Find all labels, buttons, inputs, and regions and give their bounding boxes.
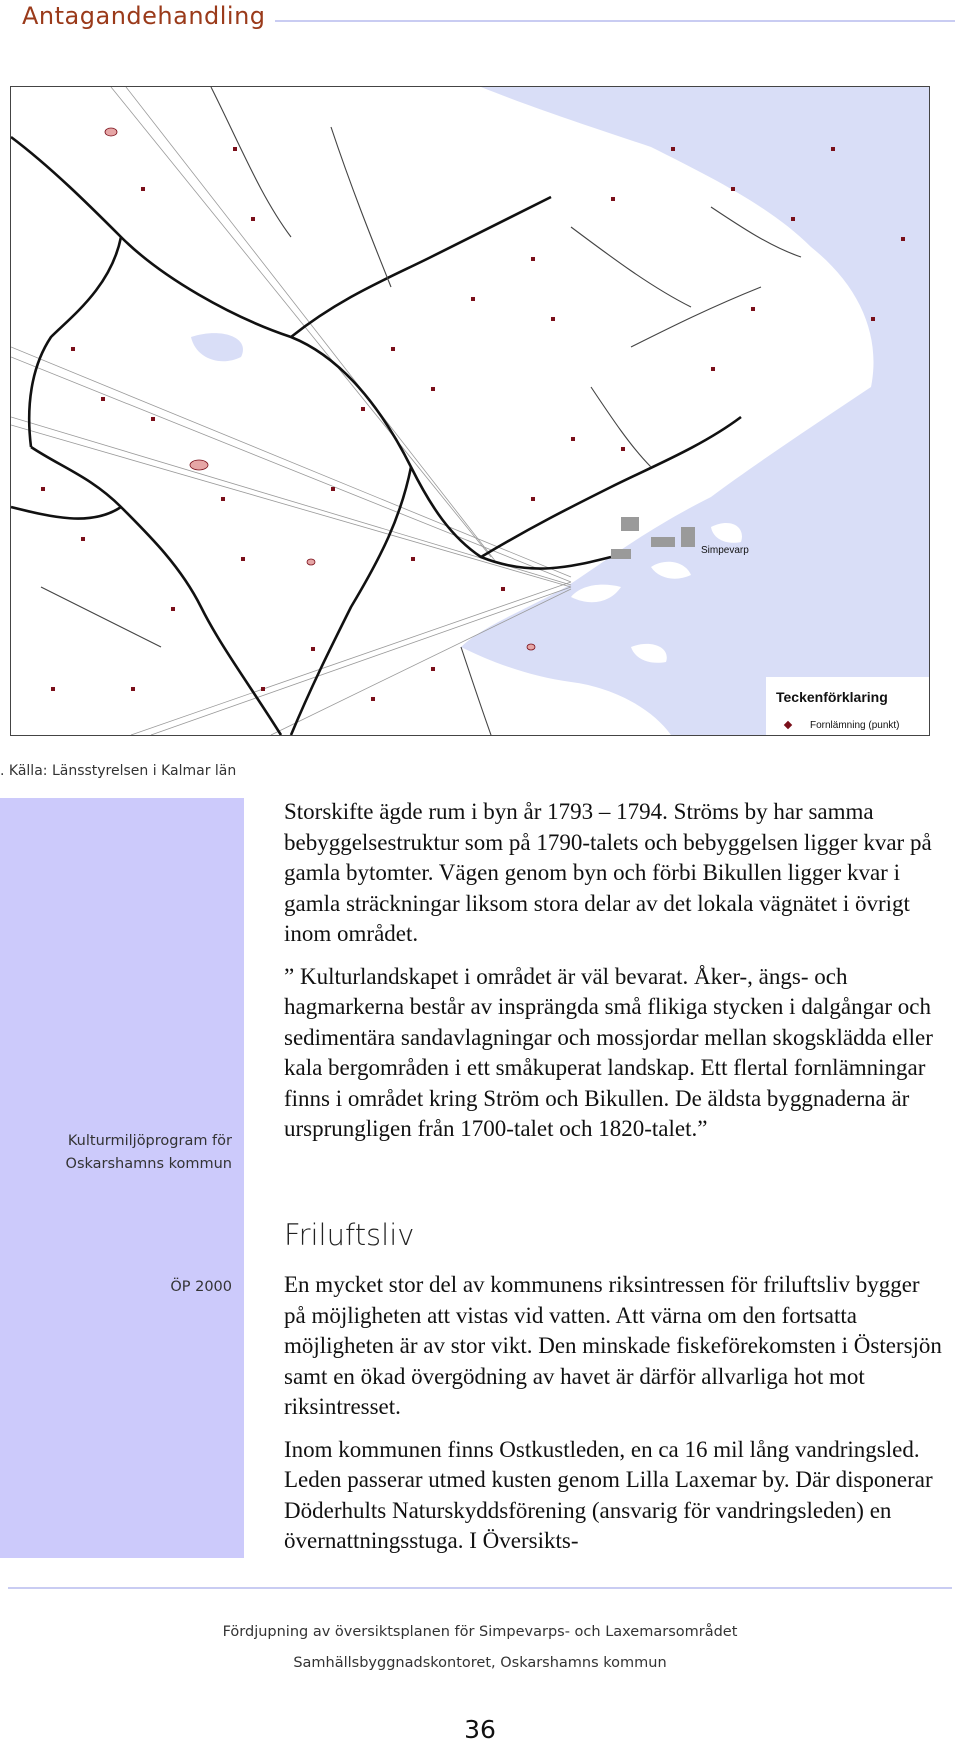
paragraph: Inom kommunen finns Ostkustleden, en ca 16 mil lång vandringsled. Leden passerar utmed kusten genom Lilla Laxemar by. Där disponerar Döderhults Naturskyddsförening (ansvarig för vandringsleden) en övernattningsstuga. I Översikts- [284,1436,933,1553]
page-header-title: Antagandehandling [22,2,266,30]
map-figure [10,86,930,736]
legend-title: Teckenförklaring [776,689,888,705]
paragraph: En mycket stor del av kommunens riksintressen för friluftsliv bygger på möjligheten att vistas vid vatten. Att värna om den fortsatta möjligheten är av stor vikt. Den minskade fiskeförekomsten i Östersjön samt en ökad övergödning av havet är därför allvarliga hot mot riksintresset. [284,1272,942,1419]
sidebar-reference-label: Kulturmiljöprogram för Oskarshamns kommun [65,1133,232,1172]
page-number: 36 [464,1715,496,1744]
sea-area [461,87,929,735]
footer-office: Samhällsbyggnadskontoret, Oskarshamns kommun [293,1655,667,1671]
sidebar-panel [0,798,244,1558]
heritage-polygons [105,128,535,650]
main-text-block-1 [284,797,944,1157]
header-divider [275,20,955,22]
main-text-block-2 [284,1270,944,1569]
sea-lake [191,333,243,361]
point-symbol-icon [776,719,802,731]
legend-item-label: Fornlämning (punkt) [810,719,900,731]
map-legend [766,677,930,736]
paragraph: Storskifte ägde rum i byn år 1793 – 1794. Ströms by har samma bebyggelsestruktur som på 1790-talets och bebyggelsen ligger kvar på gamla bytomter. Vägen genom byn och förbi Bikullen ligger kvar i gamla sträckningar liksom stora delar av det lokala vägnätet i övrigt inom området. [284,799,932,946]
place-label-simpevarp: Simpevarp [701,545,749,556]
legend-item-point [776,719,899,731]
section-heading: Friluftsliv [284,1218,415,1252]
map-illustration [11,87,929,735]
sidebar-op-label: ÖP 2000 [170,1279,232,1295]
footer-divider [8,1587,952,1589]
map-source-caption: . Källa: Länsstyrelsen i Kalmar län [0,763,237,779]
quote-paragraph: ” Kulturlandskapet i området är väl bevarat. Åker-, ängs- och hagmarkerna består av insprängda små flikiga stycken i dalgångar och sedimentära sandavlagningar och mossjordar mellan skogsklädda eller kala bergområden i ett småkuperat landskap. Ett flertal fornlämningar finns i området kring Ström och Bikullen. De äldsta byggnaderna är ursprungligen från 1700-talet och 1820-talet.” [284,963,933,1141]
footer-title: Fördjupning av översiktsplanen för Simpevarps- och Laxemarsområdet [222,1624,738,1640]
